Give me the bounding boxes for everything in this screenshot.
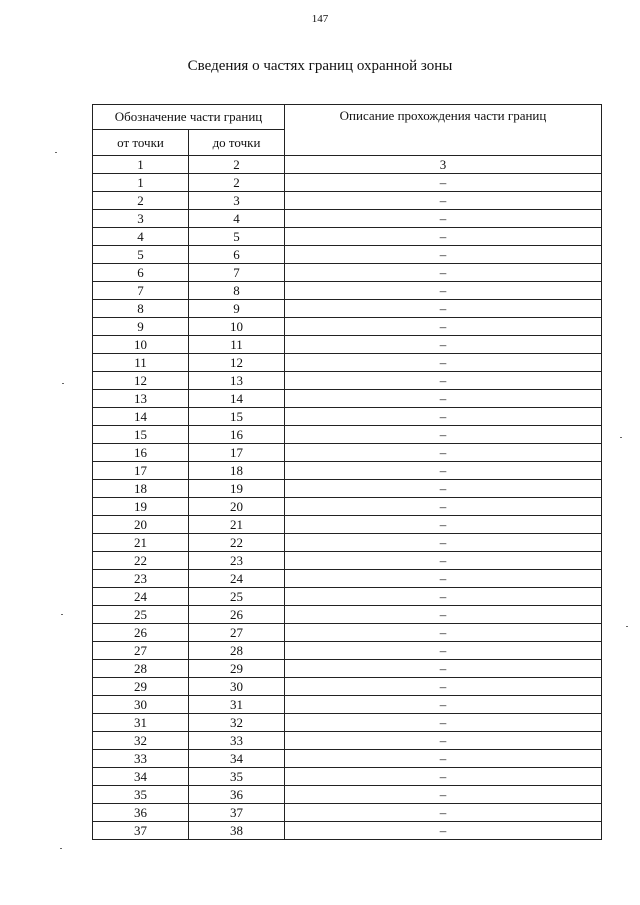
table-row <box>93 732 602 750</box>
table-body <box>93 156 602 840</box>
to-point-cell: 2 <box>189 174 285 192</box>
document-title: Сведения о частях границ охранной зоны <box>187 58 453 74</box>
to-point-cell: 19 <box>189 480 285 498</box>
description-cell: – <box>285 750 602 768</box>
from-point-cell: 11 <box>93 354 189 372</box>
to-point-cell: 22 <box>189 534 285 552</box>
description-cell: – <box>285 192 602 210</box>
table-row <box>93 606 602 624</box>
table-row <box>93 516 602 534</box>
description-cell: – <box>285 426 602 444</box>
to-point-cell: 17 <box>189 444 285 462</box>
table-header <box>93 105 602 156</box>
to-point-cell: 13 <box>189 372 285 390</box>
to-point-cell: 24 <box>189 570 285 588</box>
description-cell: – <box>285 822 602 840</box>
description-cell: – <box>285 660 602 678</box>
table-row <box>93 570 602 588</box>
table-row <box>93 462 602 480</box>
table-row <box>93 246 602 264</box>
from-point-cell: 4 <box>93 228 189 246</box>
from-point-cell: 12 <box>93 372 189 390</box>
page-number: 147 <box>311 13 329 25</box>
header-row-main <box>93 105 602 130</box>
to-point-cell: 37 <box>189 804 285 822</box>
description-cell: – <box>285 696 602 714</box>
description-cell: – <box>285 246 602 264</box>
description-cell: – <box>285 606 602 624</box>
from-point-cell: 24 <box>93 588 189 606</box>
description-cell: – <box>285 498 602 516</box>
table-row <box>93 210 602 228</box>
description-cell: – <box>285 444 602 462</box>
table-row <box>93 282 602 300</box>
scan-speck <box>626 626 628 627</box>
from-point-cell: 29 <box>93 678 189 696</box>
to-point-cell: 38 <box>189 822 285 840</box>
from-point-cell: 35 <box>93 786 189 804</box>
description-cell: – <box>285 804 602 822</box>
from-point-cell: 2 <box>93 192 189 210</box>
to-point-cell: 9 <box>189 300 285 318</box>
table-row <box>93 678 602 696</box>
column-number: 2 <box>189 156 285 174</box>
from-point-cell: 23 <box>93 570 189 588</box>
to-point-cell: 26 <box>189 606 285 624</box>
description-cell: – <box>285 534 602 552</box>
to-point-cell: 27 <box>189 624 285 642</box>
table-row <box>93 768 602 786</box>
description-cell: – <box>285 624 602 642</box>
table-row <box>93 804 602 822</box>
table-row <box>93 192 602 210</box>
description-cell: – <box>285 768 602 786</box>
to-point-cell: 15 <box>189 408 285 426</box>
description-cell: – <box>285 228 602 246</box>
to-point-cell: 35 <box>189 768 285 786</box>
column-number: 1 <box>93 156 189 174</box>
column-number-row <box>93 156 602 174</box>
from-point-cell: 21 <box>93 534 189 552</box>
description-cell: – <box>285 462 602 480</box>
to-point-cell: 25 <box>189 588 285 606</box>
from-point-cell: 17 <box>93 462 189 480</box>
to-point-cell: 20 <box>189 498 285 516</box>
table-row <box>93 228 602 246</box>
from-point-cell: 32 <box>93 732 189 750</box>
scan-speck <box>620 437 622 438</box>
from-point-cell: 9 <box>93 318 189 336</box>
description-cell: – <box>285 732 602 750</box>
description-cell: – <box>285 588 602 606</box>
table-row <box>93 660 602 678</box>
to-point-cell: 10 <box>189 318 285 336</box>
description-cell: – <box>285 264 602 282</box>
description-cell: – <box>285 210 602 228</box>
from-point-cell: 5 <box>93 246 189 264</box>
from-point-cell: 37 <box>93 822 189 840</box>
table-row <box>93 480 602 498</box>
table-row <box>93 498 602 516</box>
to-point-cell: 29 <box>189 660 285 678</box>
description-cell: – <box>285 354 602 372</box>
table-row <box>93 624 602 642</box>
table-row <box>93 408 602 426</box>
from-point-cell: 16 <box>93 444 189 462</box>
to-point-header: до точки <box>189 130 285 156</box>
from-point-cell: 1 <box>93 174 189 192</box>
table-row <box>93 588 602 606</box>
description-cell: – <box>285 480 602 498</box>
to-point-cell: 14 <box>189 390 285 408</box>
boundary-parts-table <box>92 104 602 840</box>
from-point-cell: 28 <box>93 660 189 678</box>
designation-header: Обозначение части границ <box>93 105 285 130</box>
description-cell: – <box>285 786 602 804</box>
to-point-cell: 8 <box>189 282 285 300</box>
to-point-cell: 4 <box>189 210 285 228</box>
description-cell: – <box>285 642 602 660</box>
description-cell: – <box>285 552 602 570</box>
from-point-cell: 34 <box>93 768 189 786</box>
description-cell: – <box>285 372 602 390</box>
description-cell: – <box>285 336 602 354</box>
from-point-cell: 7 <box>93 282 189 300</box>
table-row <box>93 444 602 462</box>
table-row <box>93 750 602 768</box>
to-point-cell: 5 <box>189 228 285 246</box>
table-row <box>93 552 602 570</box>
from-point-cell: 13 <box>93 390 189 408</box>
table-row <box>93 426 602 444</box>
description-cell: – <box>285 714 602 732</box>
table-row <box>93 696 602 714</box>
column-number: 3 <box>285 156 602 174</box>
to-point-cell: 18 <box>189 462 285 480</box>
from-point-cell: 14 <box>93 408 189 426</box>
from-point-cell: 27 <box>93 642 189 660</box>
from-point-cell: 33 <box>93 750 189 768</box>
from-point-cell: 20 <box>93 516 189 534</box>
table-row <box>93 300 602 318</box>
description-cell: – <box>285 282 602 300</box>
description-cell: – <box>285 408 602 426</box>
to-point-cell: 6 <box>189 246 285 264</box>
to-point-cell: 12 <box>189 354 285 372</box>
from-point-cell: 8 <box>93 300 189 318</box>
description-cell: – <box>285 516 602 534</box>
description-cell: – <box>285 570 602 588</box>
to-point-cell: 7 <box>189 264 285 282</box>
description-header: Описание прохождения части границ <box>285 105 602 156</box>
to-point-cell: 11 <box>189 336 285 354</box>
table-row <box>93 786 602 804</box>
table-row <box>93 372 602 390</box>
from-point-cell: 10 <box>93 336 189 354</box>
to-point-cell: 33 <box>189 732 285 750</box>
from-point-cell: 25 <box>93 606 189 624</box>
to-point-cell: 30 <box>189 678 285 696</box>
table-row <box>93 264 602 282</box>
from-point-cell: 31 <box>93 714 189 732</box>
from-point-cell: 22 <box>93 552 189 570</box>
to-point-cell: 36 <box>189 786 285 804</box>
description-cell: – <box>285 678 602 696</box>
to-point-cell: 3 <box>189 192 285 210</box>
description-cell: – <box>285 318 602 336</box>
to-point-cell: 34 <box>189 750 285 768</box>
to-point-cell: 31 <box>189 696 285 714</box>
from-point-cell: 15 <box>93 426 189 444</box>
from-point-cell: 3 <box>93 210 189 228</box>
to-point-cell: 21 <box>189 516 285 534</box>
table-row <box>93 390 602 408</box>
from-point-cell: 36 <box>93 804 189 822</box>
to-point-cell: 16 <box>189 426 285 444</box>
table-row <box>93 642 602 660</box>
table-row <box>93 714 602 732</box>
description-cell: – <box>285 300 602 318</box>
from-point-cell: 6 <box>93 264 189 282</box>
scan-speck <box>55 152 57 153</box>
table-row <box>93 534 602 552</box>
from-point-cell: 26 <box>93 624 189 642</box>
table-row <box>93 174 602 192</box>
from-point-header: от точки <box>93 130 189 156</box>
scan-speck <box>62 383 64 384</box>
scan-speck <box>60 848 62 849</box>
table-row <box>93 354 602 372</box>
from-point-cell: 30 <box>93 696 189 714</box>
table-row <box>93 336 602 354</box>
from-point-cell: 19 <box>93 498 189 516</box>
to-point-cell: 28 <box>189 642 285 660</box>
from-point-cell: 18 <box>93 480 189 498</box>
to-point-cell: 23 <box>189 552 285 570</box>
description-cell: – <box>285 174 602 192</box>
description-cell: – <box>285 390 602 408</box>
table-row <box>93 318 602 336</box>
table-row <box>93 822 602 840</box>
scan-speck <box>61 614 63 615</box>
to-point-cell: 32 <box>189 714 285 732</box>
